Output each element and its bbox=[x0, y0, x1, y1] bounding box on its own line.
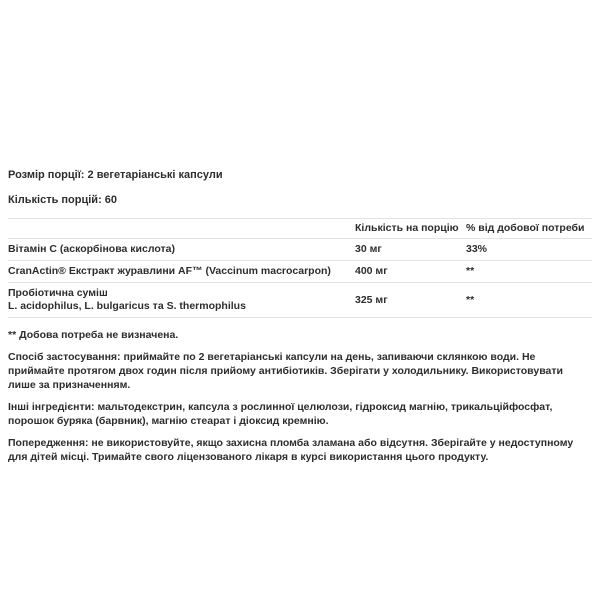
table-header-ingredient bbox=[8, 219, 355, 239]
ingredient-name: Вітамін C (аскорбінова кислота) bbox=[8, 243, 175, 255]
nutrition-table bbox=[8, 218, 592, 318]
table-header-daily-value: % від добової потреби bbox=[466, 222, 585, 234]
directions-text: Спосіб застосування: приймайте по 2 вегетаріанські капсули на день, запиваючи склянкою води. Не приймайте протягом двох годин після прийому антибіотиків. Зберігати у холодильнику. Використовувати лише за призначенням. bbox=[8, 351, 563, 391]
table-row-vitamin-c bbox=[8, 239, 592, 261]
other-ingredients-text: Інші інгредієнти: мальтодекстрин, капсула з рослинної целюлози, гідроксид магнію, трикальційфосфат, порошок буряка (барвник), магнію стеарат і діоксид кремнію. bbox=[8, 401, 553, 427]
daily-value-footnote: ** Добова потреба не визначена. bbox=[8, 329, 179, 341]
table-row-cranactin bbox=[8, 261, 592, 283]
table-header-amount-per-serving: Кількість на порцію bbox=[355, 222, 459, 234]
ingredient-daily-value: ** bbox=[466, 293, 475, 306]
ingredient-name: Пробіотична суміш bbox=[8, 287, 108, 299]
ingredient-amount: 400 мг bbox=[355, 265, 388, 277]
ingredient-amount: 325 мг bbox=[355, 293, 388, 306]
table-row-probiotic-blend bbox=[8, 283, 592, 318]
supplement-facts-label bbox=[8, 168, 592, 472]
servings-per-container: Кількість порцій: 60 bbox=[8, 194, 118, 206]
ingredient-daily-value: ** bbox=[466, 265, 475, 277]
ingredient-name-detail: L. acidophilus, L. bulgaricus та S. thermophilus bbox=[8, 300, 246, 312]
warnings-text: Попередження: не використовуйте, якщо захисна пломба зламана або відсутня. Зберігайте у недоступному для дітей місці. Тримайте свого ліцензованого лікаря в курсі використання цього продукту. bbox=[8, 437, 574, 463]
ingredient-amount: 30 мг bbox=[355, 243, 382, 255]
ingredient-daily-value: 33% bbox=[466, 243, 488, 255]
table-header-row bbox=[8, 219, 592, 239]
ingredient-name: CranActin® Екстракт журавлини AF™ (Vaccinum macrocarpon) bbox=[8, 265, 331, 277]
serving-size: Розмір порції: 2 вегетаріанські капсули bbox=[8, 169, 223, 181]
